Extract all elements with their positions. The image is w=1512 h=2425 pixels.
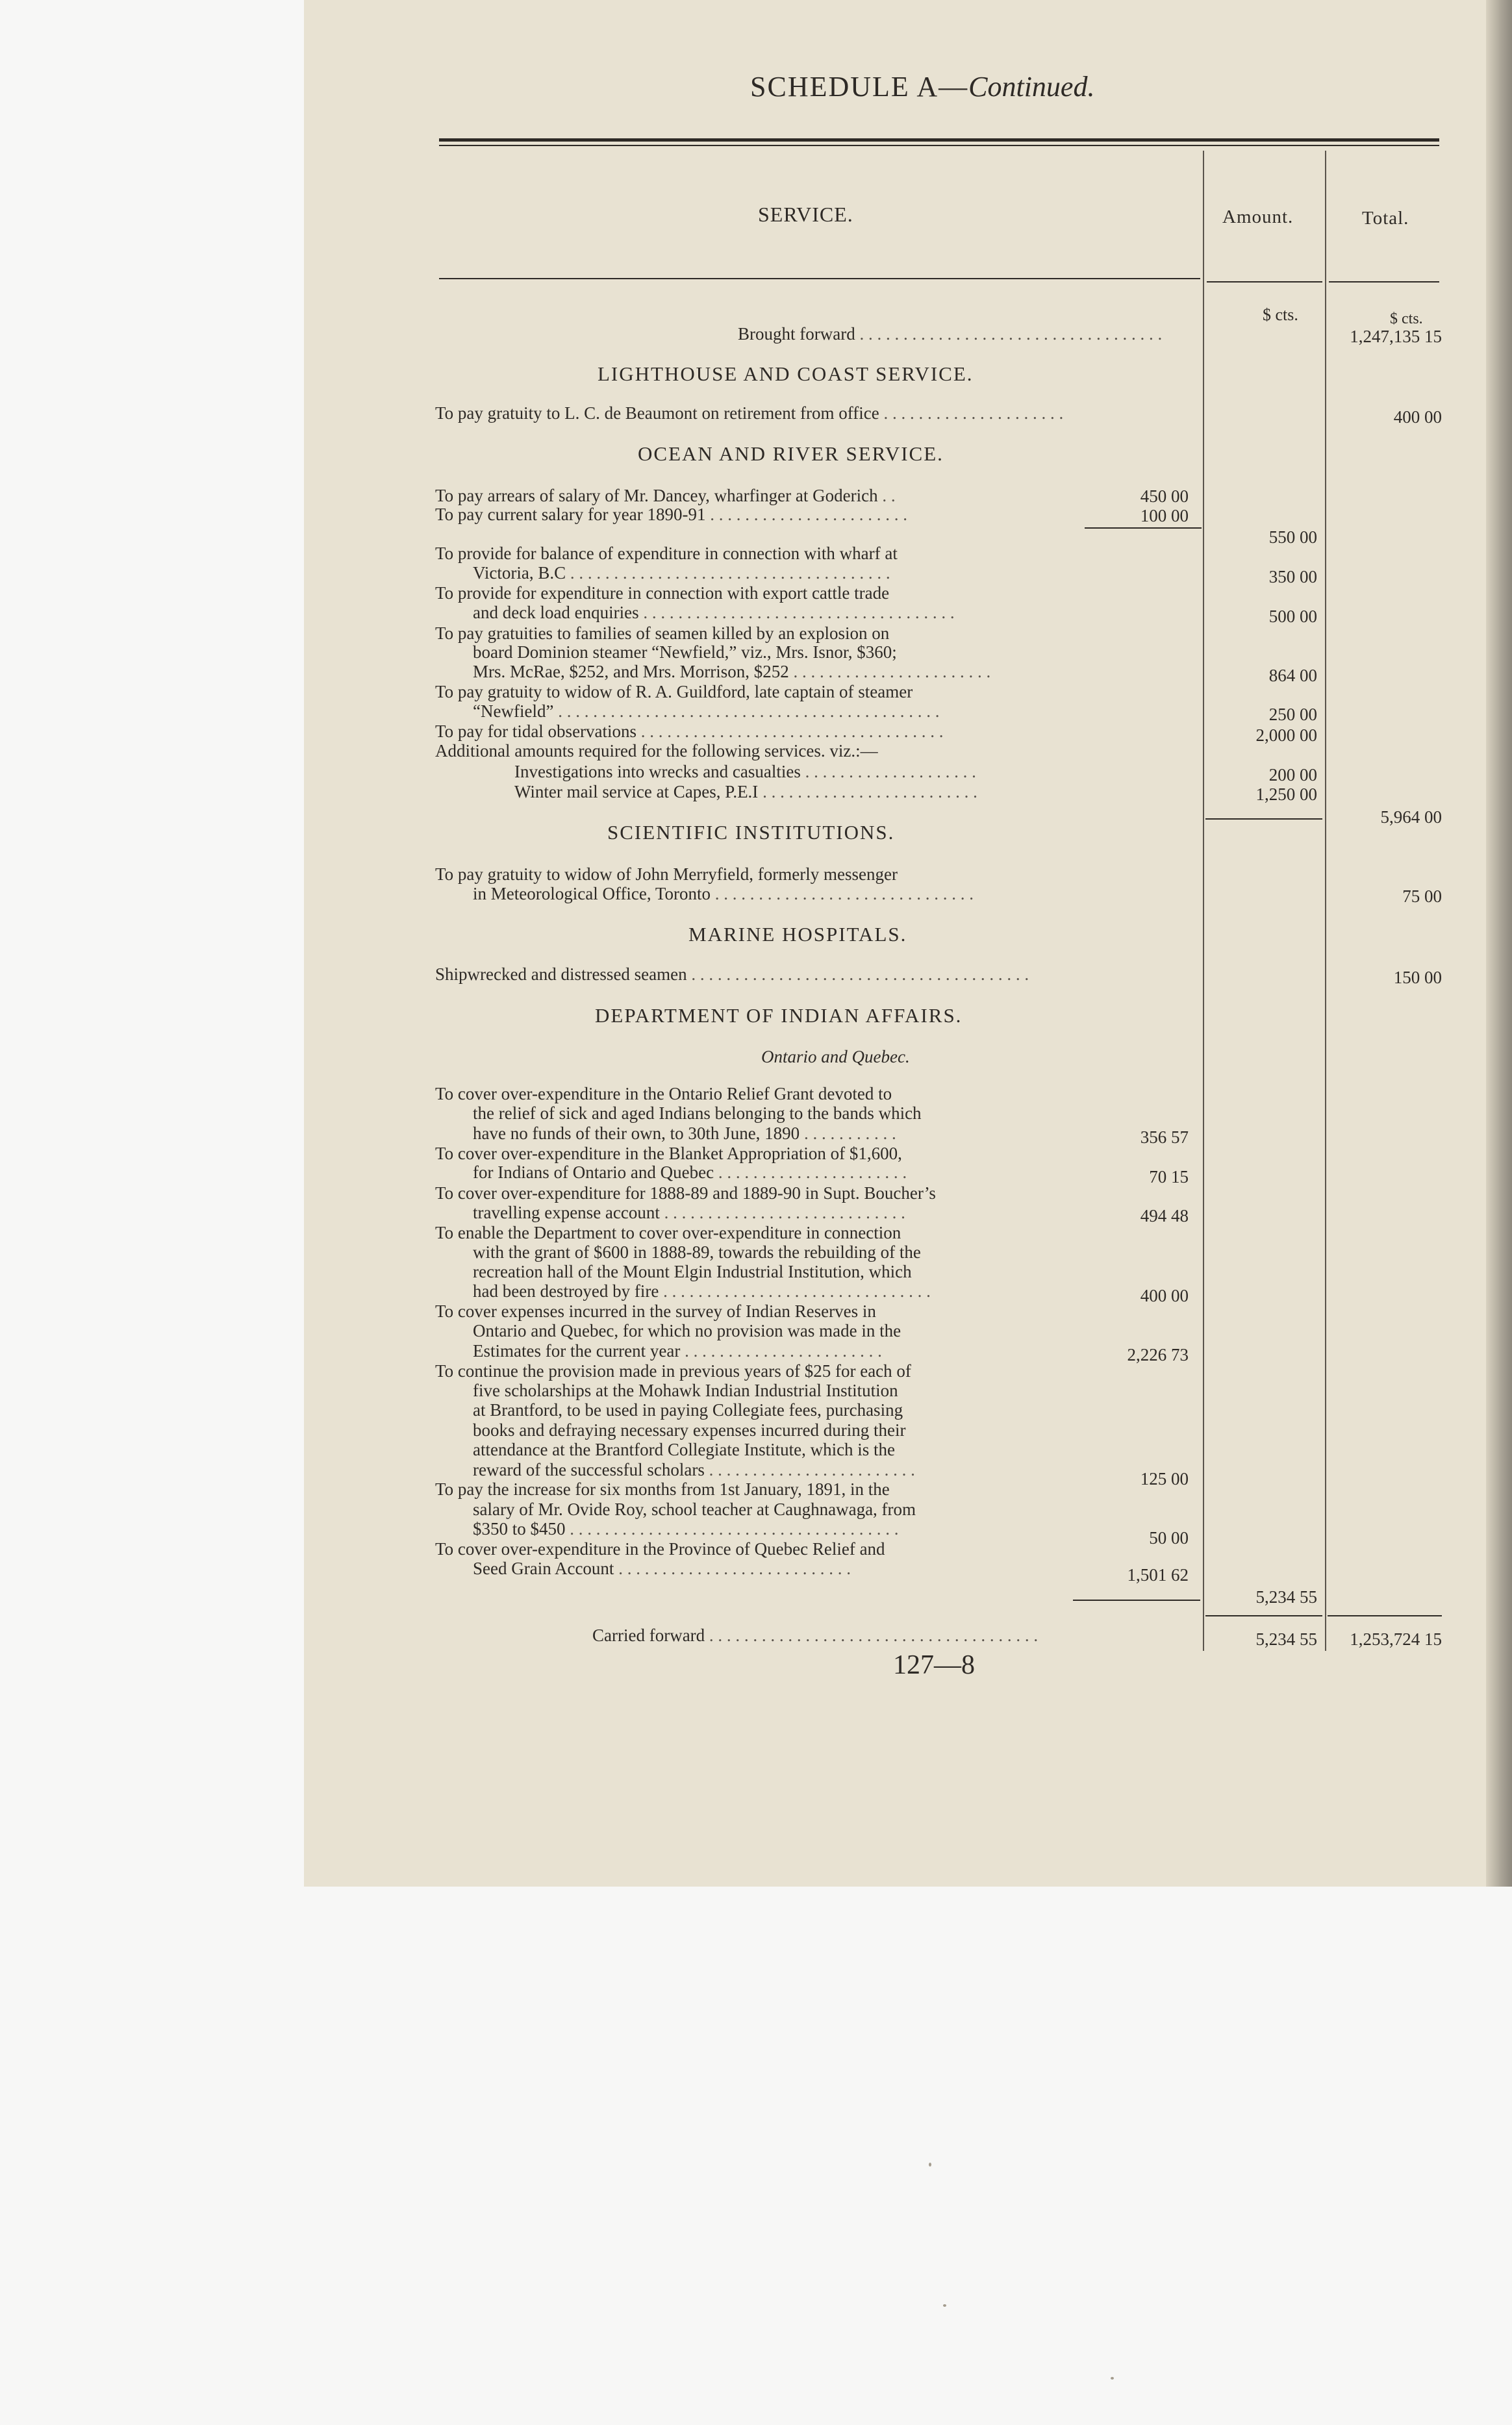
- ocean-item-9: Investigations into wrecks and casualties . . . . . . . . . . . . . . . . . . . .: [514, 762, 976, 781]
- ocean-item-1: To pay arrears of salary of Mr. Dancey, wharfinger at Goderich . .: [435, 486, 896, 505]
- indian-item-g1: To pay the increase for six months from 1st January, 1891, in the: [435, 1479, 890, 1499]
- indian-item-f-inner: 125 00: [1140, 1469, 1189, 1489]
- indian-item-d1: To enable the Department to cover over-expenditure in connection: [435, 1223, 901, 1242]
- indian-item-d-inner: 400 00: [1140, 1286, 1189, 1305]
- scan-speck: [1111, 2377, 1114, 2380]
- header-rule-total: [1329, 281, 1439, 283]
- indian-item-e1: To cover expenses incurred in the survey of Indian Reserves in: [435, 1301, 876, 1321]
- page-folio: 127—8: [893, 1650, 975, 1680]
- indian-item-c-inner: 494 48: [1140, 1206, 1189, 1225]
- indian-item-a2: the relief of sick and aged Indians belonging to the bands which: [473, 1103, 922, 1123]
- ocean-item-9-amount: 200 00: [1268, 765, 1317, 785]
- header-rule-amount: [1207, 281, 1322, 283]
- section-heading-ocean-river: OCEAN AND RIVER SERVICE.: [638, 442, 944, 465]
- indian-item-e-inner: 2,226 73: [1127, 1345, 1189, 1364]
- indian-item-d4: had been destroyed by fire . . . . . . . . . . . . . . . . . . . . . . . . . . . . . . .: [473, 1281, 931, 1301]
- indian-item-f3: at Brantford, to be used in paying Collegiate fees, purchasing: [473, 1400, 903, 1420]
- indian-item-b-inner: 70 15: [1149, 1167, 1189, 1187]
- ocean-item-3a: To provide for balance of expenditure in connection with wharf at: [435, 544, 898, 563]
- indian-item-f6: reward of the successful scholars . . . . . . . . . . . . . . . . . . . . . . . .: [473, 1460, 915, 1479]
- ocean-item-5a: To pay gratuities to families of seamen killed by an explosion on: [435, 623, 890, 643]
- indian-item-h2: Seed Grain Account . . . . . . . . . . . . . . . . . . . . . . . . . . .: [473, 1559, 851, 1578]
- indian-item-a-inner: 356 57: [1140, 1127, 1189, 1147]
- indian-item-e3: Estimates for the current year . . . . . . . . . . . . . . . . . . . . . . .: [473, 1341, 882, 1361]
- title-main: SCHEDULE A—: [750, 71, 969, 103]
- column-heading-total: Total.: [1362, 208, 1409, 229]
- ocean-item-4-amount: 500 00: [1268, 607, 1317, 626]
- ocean-item-2: To pay current salary for year 1890-91 . . . . . . . . . . . . . . . . . . . . . . .: [435, 505, 907, 524]
- indian-item-f4: books and defraying necessary expenses incurred during their: [473, 1420, 906, 1440]
- scan-page-edge: [1486, 0, 1512, 1887]
- carried-forward-rule-total: [1328, 1615, 1442, 1616]
- indian-item-d3: recreation hall of the Mount Elgin Industrial Institution, which: [473, 1262, 912, 1281]
- indian-item-f1: To continue the provision made in previous years of $25 for each of: [435, 1361, 911, 1381]
- indian-item-d2: with the grant of $600 in 1888-89, towards the rebuilding of the: [473, 1242, 921, 1262]
- ocean-item-4a: To provide for expenditure in connection with export cattle trade: [435, 583, 890, 603]
- section-heading-lighthouse: LIGHTHOUSE AND COAST SERVICE.: [598, 362, 974, 385]
- indian-item-g-inner: 50 00: [1149, 1528, 1189, 1548]
- marine-item: Shipwrecked and distressed seamen . . . . . . . . . . . . . . . . . . . . . . . . . . . . . . . . . . . . . . .: [435, 964, 1029, 984]
- section-heading-indian-affairs: DEPARTMENT OF INDIAN AFFAIRS.: [595, 1004, 963, 1027]
- column-divider-amount: [1203, 151, 1204, 1651]
- marine-total: 150 00: [1393, 968, 1442, 987]
- carried-forward-label: Carried forward . . . . . . . . . . . . . . . . . . . . . . . . . . . . . . . . . . . . . .: [592, 1626, 1039, 1645]
- scientific-total: 75 00: [1402, 886, 1442, 906]
- indian-item-e2: Ontario and Quebec, for which no provision was made in the: [473, 1321, 901, 1340]
- document-page: [304, 0, 1512, 1887]
- amount-units-label: $ cts.: [1263, 305, 1298, 324]
- header-rule-service: [439, 278, 1200, 279]
- indian-item-g2: salary of Mr. Ovide Roy, school teacher at Caughnawaga, from: [473, 1500, 916, 1519]
- indian-subheading: Ontario and Quebec.: [761, 1047, 910, 1066]
- section-heading-scientific: SCIENTIFIC INSTITUTIONS.: [607, 821, 895, 844]
- ocean-item-7: To pay for tidal observations . . . . . . . . . . . . . . . . . . . . . . . . . . . . . . . . . . .: [435, 722, 944, 741]
- ocean-item-7-amount: 2,000 00: [1255, 725, 1317, 745]
- ocean-item-6b: “Newfield” . . . . . . . . . . . . . . . . . . . . . . . . . . . . . . . . . . . . . . . . . . . .: [473, 701, 940, 721]
- indian-item-h-inner: 1,501 62: [1127, 1565, 1189, 1585]
- indian-item-f2: five scholarships at the Mohawk Indian Industrial Institution: [473, 1381, 898, 1400]
- brought-forward-total: 1,247,135 15: [1350, 327, 1442, 346]
- indian-item-c2: travelling expense account . . . . . . . . . . . . . . . . . . . . . . . . . . . .: [473, 1203, 905, 1222]
- title-continued: Continued.: [968, 71, 1095, 103]
- indian-item-a3: have no funds of their own, to 30th June, 1890 . . . . . . . . . . .: [473, 1124, 896, 1143]
- indian-item-g3: $350 to $450 . . . . . . . . . . . . . . . . . . . . . . . . . . . . . . . . . . . . . .: [473, 1519, 899, 1539]
- lighthouse-total: 400 00: [1393, 407, 1442, 427]
- ocean-item-1-inner: 450 00: [1140, 486, 1189, 506]
- ocean-item-3b: Victoria, B.C . . . . . . . . . . . . . . . . . . . . . . . . . . . . . . . . . . . . .: [473, 563, 890, 583]
- scientific-item-b: in Meteorological Office, Toronto . . . . . . . . . . . . . . . . . . . . . . . . . . . . . .: [473, 884, 974, 903]
- ocean-item-5b: board Dominion steamer “Newfield,” viz., Mrs. Isnor, $360;: [473, 642, 897, 662]
- ocean-item-3-amount: 350 00: [1268, 567, 1317, 586]
- ocean-subtotal-rule: [1085, 527, 1202, 529]
- scan-speck: [929, 2163, 931, 2167]
- ocean-item-10: Winter mail service at Capes, P.E.I . . . . . . . . . . . . . . . . . . . . . . . . .: [514, 782, 977, 801]
- ocean-item-10-amount: 1,250 00: [1255, 785, 1317, 804]
- indian-item-b2: for Indians of Ontario and Quebec . . . . . . . . . . . . . . . . . . . . . .: [473, 1162, 907, 1182]
- ocean-item-6a: To pay gratuity to widow of R. A. Guildford, late captain of steamer: [435, 682, 913, 701]
- indian-subtotal-rule: [1073, 1600, 1200, 1601]
- ocean-item-5-amount: 864 00: [1268, 666, 1317, 685]
- indian-item-b1: To cover over-expenditure in the Blanket Appropriation of $1,600,: [435, 1144, 902, 1163]
- indian-item-f5: attendance at the Brantford Collegiate Institute, which is the: [473, 1440, 896, 1459]
- ocean-items-1-2-amount: 550 00: [1268, 527, 1317, 547]
- indian-item-c1: To cover over-expenditure for 1888-89 and 1889-90 in Supt. Boucher’s: [435, 1183, 936, 1203]
- ocean-item-6-amount: 250 00: [1268, 705, 1317, 724]
- column-heading-amount: Amount.: [1222, 207, 1294, 227]
- header-double-rule-bottom: [439, 145, 1439, 146]
- scientific-item-a: To pay gratuity to widow of John Merryfield, formerly messenger: [435, 864, 898, 884]
- ocean-item-8: Additional amounts required for the following services. viz.:—: [435, 741, 878, 760]
- page-title: [750, 70, 1094, 103]
- ocean-item-4b: and deck load enquiries . . . . . . . . . . . . . . . . . . . . . . . . . . . . . . . . . . . .: [473, 603, 955, 622]
- lighthouse-item: To pay gratuity to L. C. de Beaumont on retirement from office . . . . . . . . . . . . . . . . . . . . .: [435, 403, 1064, 423]
- carried-forward-amount: 5,234 55: [1255, 1629, 1317, 1649]
- ocean-item-5c: Mrs. McRae, $252, and Mrs. Morrison, $252 . . . . . . . . . . . . . . . . . . . . . . .: [473, 662, 991, 681]
- carried-forward-rule-amount: [1205, 1615, 1322, 1616]
- indian-item-h1: To cover over-expenditure in the Province of Quebec Relief and: [435, 1539, 885, 1559]
- carried-forward-total: 1,253,724 15: [1350, 1629, 1442, 1649]
- indian-item-a1: To cover over-expenditure in the Ontario Relief Grant devoted to: [435, 1084, 892, 1103]
- scan-speck: [943, 2304, 946, 2307]
- section-heading-marine: MARINE HOSPITALS.: [688, 923, 907, 946]
- column-heading-service: SERVICE.: [758, 203, 853, 226]
- ocean-total: 5,964 00: [1380, 807, 1442, 827]
- total-units-label: $ cts.: [1390, 310, 1423, 327]
- ocean-item-2-inner: 100 00: [1140, 506, 1189, 525]
- indian-amount: 5,234 55: [1255, 1587, 1317, 1607]
- ocean-total-rule: [1205, 818, 1322, 820]
- brought-forward-label: Brought forward . . . . . . . . . . . . . . . . . . . . . . . . . . . . . . . . . . .: [738, 324, 1163, 344]
- header-double-rule-top: [439, 138, 1439, 142]
